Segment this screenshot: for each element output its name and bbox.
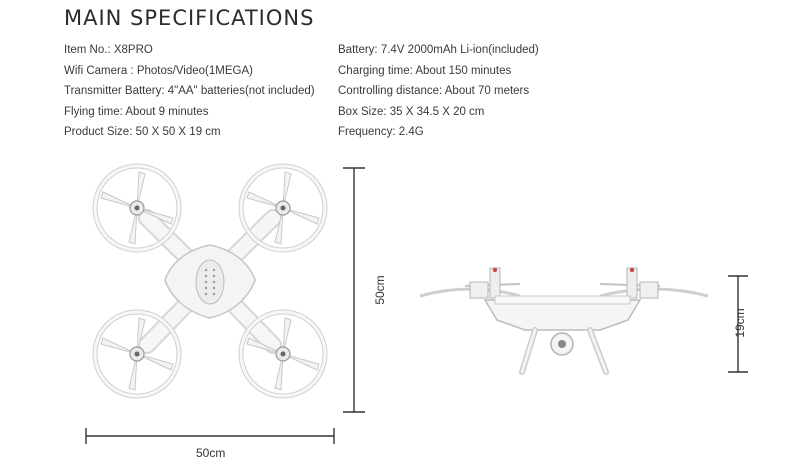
- page-title: MAIN SPECIFICATIONS: [64, 6, 315, 30]
- spec-camera: Wifi Camera : Photos/Video(1MEGA): [64, 64, 253, 77]
- spec-charging-time: Charging time: About 150 minutes: [338, 64, 512, 77]
- spec-controlling-distance: Controlling distance: About 70 meters: [338, 85, 530, 97]
- spec-box-size: Box Size: 35 X 34.5 X 20 cm: [338, 105, 485, 118]
- side-view-height-label: 19cm: [733, 308, 747, 338]
- drone-side-view: [420, 268, 708, 372]
- drone-top-view: [95, 166, 325, 396]
- top-view-height-dimension: [343, 168, 365, 412]
- spec-item-number: Item No.: X8PRO: [64, 44, 153, 56]
- spec-frequency: Frequency: 2.4G: [338, 126, 424, 138]
- spec-transmitter-battery: Transmitter Battery: 4"AA" batteries(not included): [64, 85, 315, 97]
- top-view-height-label: 50cm: [373, 275, 387, 305]
- spec-battery: Battery: 7.4V 2000mAh Li-ion(included): [338, 44, 539, 56]
- spec-product-size: Product Size: 50 X 50 X 19 cm: [64, 126, 221, 138]
- top-view-width-dimension: [86, 428, 334, 444]
- spec-flying-time: Flying time: About 9 minutes: [64, 105, 209, 118]
- top-view-width-label: 50cm: [196, 446, 226, 460]
